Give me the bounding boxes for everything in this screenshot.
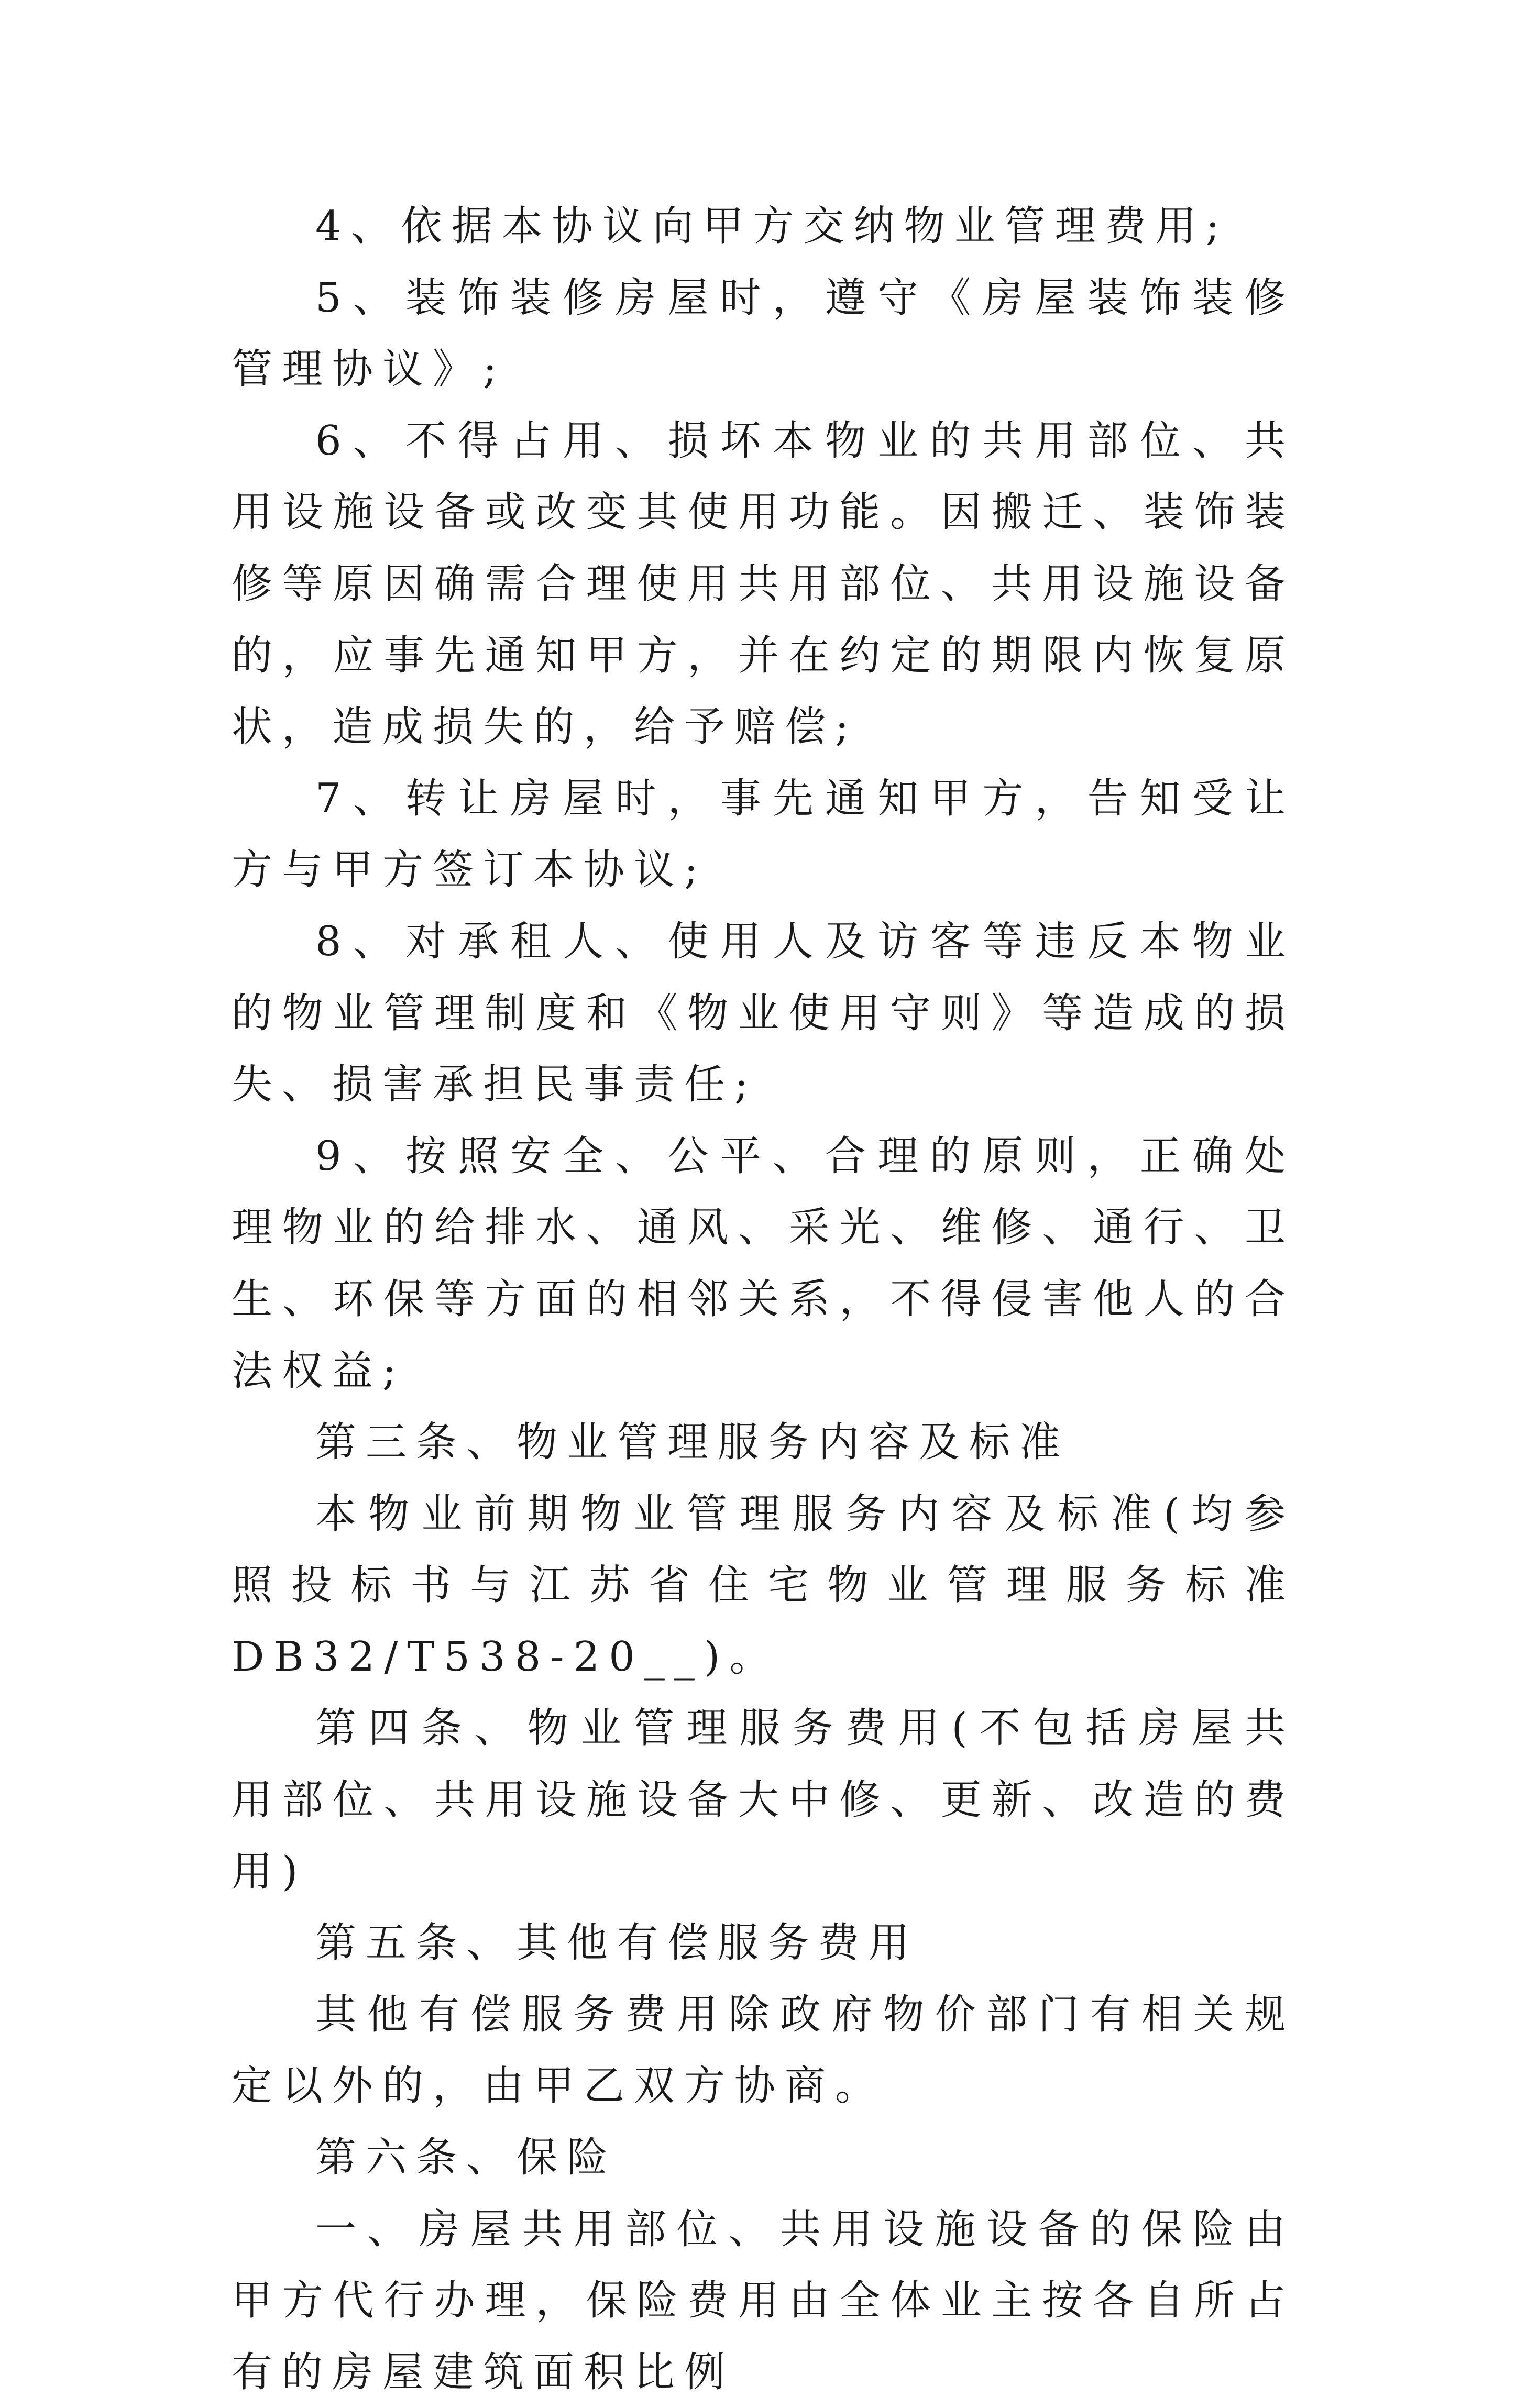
clause-item-5: 5、装饰装修房屋时，遵守《房屋装饰装修管理协议》; xyxy=(232,274,1295,393)
clause-item-8: 8、对承租人、使用人及访客等违反本物业的物业管理制度和《物业使用守则》等造成的损失、损害承担民事责任; xyxy=(232,918,1295,1109)
article-4-heading: 第四条、物业管理服务费用(不包括房屋共用部位、共用设施设备大中修、更新、改造的费用) xyxy=(232,1705,1295,1895)
clause-item-9: 9、按照安全、公平、合理的原则，正确处理物业的给排水、通风、采光、维修、通行、卫生、环保等方面的相邻关系，不得侵害他人的合法权益; xyxy=(232,1132,1295,1395)
article-3-heading: 第三条、物业管理服务内容及标准 xyxy=(315,1419,1070,1466)
clause-item-4: 4、依据本协议向甲方交纳物业管理费用; xyxy=(315,203,1229,250)
clause-item-7: 7、转让房屋时，事先通知甲方，告知受让方与甲方签订本协议; xyxy=(232,775,1295,894)
document-body xyxy=(232,191,1295,2408)
article-3-body: 本物业前期物业管理服务内容及标准(均参照投标书与江苏省住宅物业管理服务标准DB32/T538-20__)。 xyxy=(232,1490,1295,1681)
article-5-body: 其他有偿服务费用除政府物价部门有相关规定以外的，由甲乙双方协商。 xyxy=(232,1991,1295,2110)
article-5-heading: 第五条、其他有偿服务费用 xyxy=(315,1919,919,1967)
clause-item-6: 6、不得占用、损坏本物业的共用部位、共用设施设备或改变其使用功能。因搬迁、装饰装修等原因确需合理使用共用部位、共用设施设备的，应事先通知甲方，并在约定的期限内恢复原状，造成损失的，给予赔偿; xyxy=(232,417,1295,751)
article-6-item-1: 一、房屋共用部位、共用设施设备的保险由甲方代行办理，保险费用由全体业主按各自所占有的房屋建筑面积比例 xyxy=(232,2205,1295,2396)
article-6-heading: 第六条、保险 xyxy=(315,2134,618,2182)
